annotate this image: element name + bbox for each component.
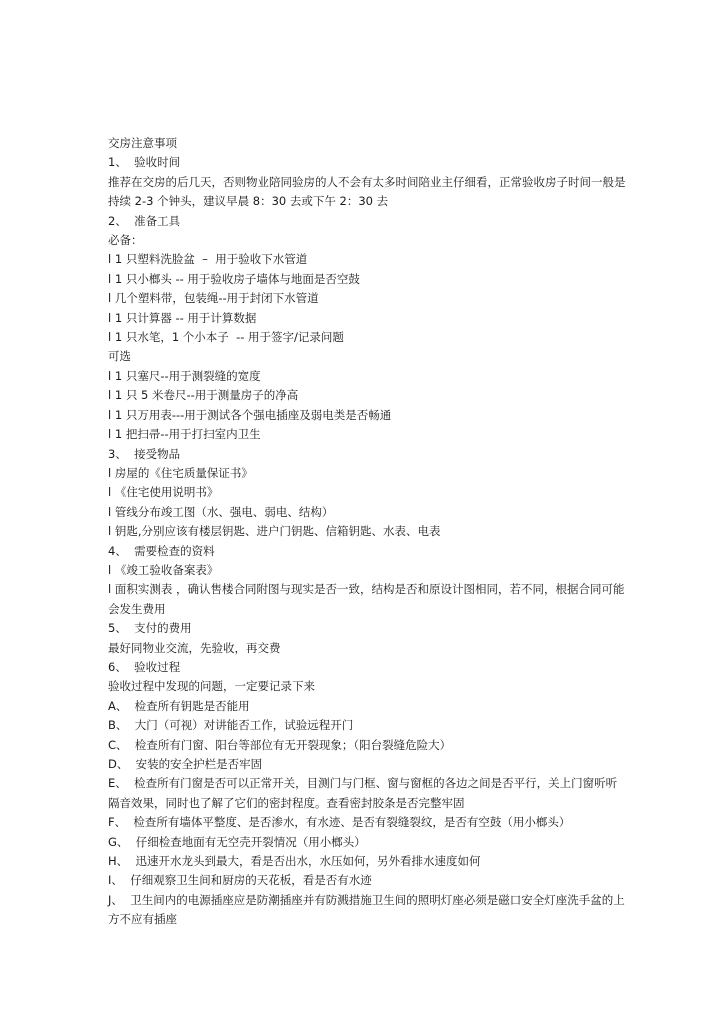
paragraph: 推荐在交房的后几天，否则物业陪同验房的人不会有太多时间陪业主仔细看，正常验收房子时间一般是持续 2-3 个钟头，建议早晨 8：30 去或下午 2：30 去 xyxy=(108,174,626,209)
check-item: B、 大门（可视）对讲能否工作，试验远程开门 xyxy=(108,718,354,733)
list-item: l 几个塑料带，包装绳--用于封闭下水管道 xyxy=(108,291,319,306)
check-item: F、 检查所有墙体平整度、是否渗水，有水迹、是否有裂缝裂纹，是否有空鼓（用小榔头） xyxy=(108,815,571,830)
check-item: G、 仔细检查地面有无空壳开裂情况（用小榔头） xyxy=(108,834,366,849)
document-title: 交房注意事项 xyxy=(108,136,177,150)
check-item: I、 仔细观察卫生间和厨房的天花板，看是否有水迹 xyxy=(108,873,372,888)
list-item: l 1 只万用表---用于测试各个强电插座及弱电类是否畅通 xyxy=(108,407,392,422)
paragraph: 最好同物业交流，先验收，再交费 xyxy=(108,640,281,655)
check-item: J、 卫生间内的电源插座应是防潮插座并有防溅措施卫生间的照明灯座必须是磁口安全灯座洗手盆的上方不应有插座 xyxy=(108,892,625,927)
section-heading: 6、 验收过程 xyxy=(108,659,181,674)
paragraph: 验收过程中发现的问题，一定要记录下来 xyxy=(108,679,315,694)
subheading: 必备： xyxy=(108,233,143,248)
list-item: l 管线分布竣工图（水、强电、弱电、结构） xyxy=(108,504,334,519)
list-item: l 1 只计算器 -- 用于计算数据 xyxy=(108,310,257,325)
check-item: C、 检查所有门窗、阳台等部位有无开裂现象；（阳台裂缝危险大） xyxy=(108,737,452,752)
section-heading: 2、 准备工具 xyxy=(108,213,181,228)
list-item: l 1 只水笔，1 个小本子 -- 用于签字/记录问题 xyxy=(108,330,344,345)
subheading: 可选 xyxy=(108,349,131,364)
section-heading: 3、 接受物品 xyxy=(108,446,181,461)
list-item: l 钥匙,分别应该有楼层钥匙、进户门钥匙、信箱钥匙、水表、电表 xyxy=(108,524,441,539)
check-item: H、 迅速开水龙头到最大，看是否出水，水压如何，另外看排水速度如何 xyxy=(108,854,481,869)
check-item: D、 安装的安全护栏是否牢固 xyxy=(108,757,263,771)
list-item: l 1 只小榔头 -- 用于验收房子墙体与地面是否空鼓 xyxy=(108,271,360,286)
list-item: l 面积实测表 ，确认售楼合同附图与现实是否一致，结构是否和原设计图相同，若不同，根据合同可能会发生费用 xyxy=(108,582,625,616)
section-heading: 1、 验收时间 xyxy=(108,155,181,170)
check-item: E、 检查所有门窗是否可以正常开关，目测门与门框、窗与窗框的各边之间是否平行，关上门窗听听隔音效果，同时也了解了它们的密封程度。查看密封胶条是否完整牢固 xyxy=(108,776,618,810)
list-item: l 房屋的《住宅质量保证书》 xyxy=(108,465,253,480)
check-item: A、 检查所有钥匙是否能用 xyxy=(108,698,250,713)
list-item: l 1 只塞尺--用于测裂缝的宽度 xyxy=(108,368,261,383)
list-item: l 1 只 5 米卷尺--用于测量房子的净高 xyxy=(108,388,299,403)
list-item: l 《住宅使用说明书》 xyxy=(108,485,219,500)
list-item: l 1 只塑料洗脸盆 – 用于验收下水管道 xyxy=(108,252,308,267)
document-body xyxy=(108,134,628,930)
section-heading: 5、 支付的费用 xyxy=(108,621,192,636)
list-item: l 《竣工验收备案表》 xyxy=(108,562,219,577)
list-item: l 1 把扫帚--用于打扫室内卫生 xyxy=(108,427,261,442)
section-heading: 4、 需要检查的资料 xyxy=(108,543,215,558)
